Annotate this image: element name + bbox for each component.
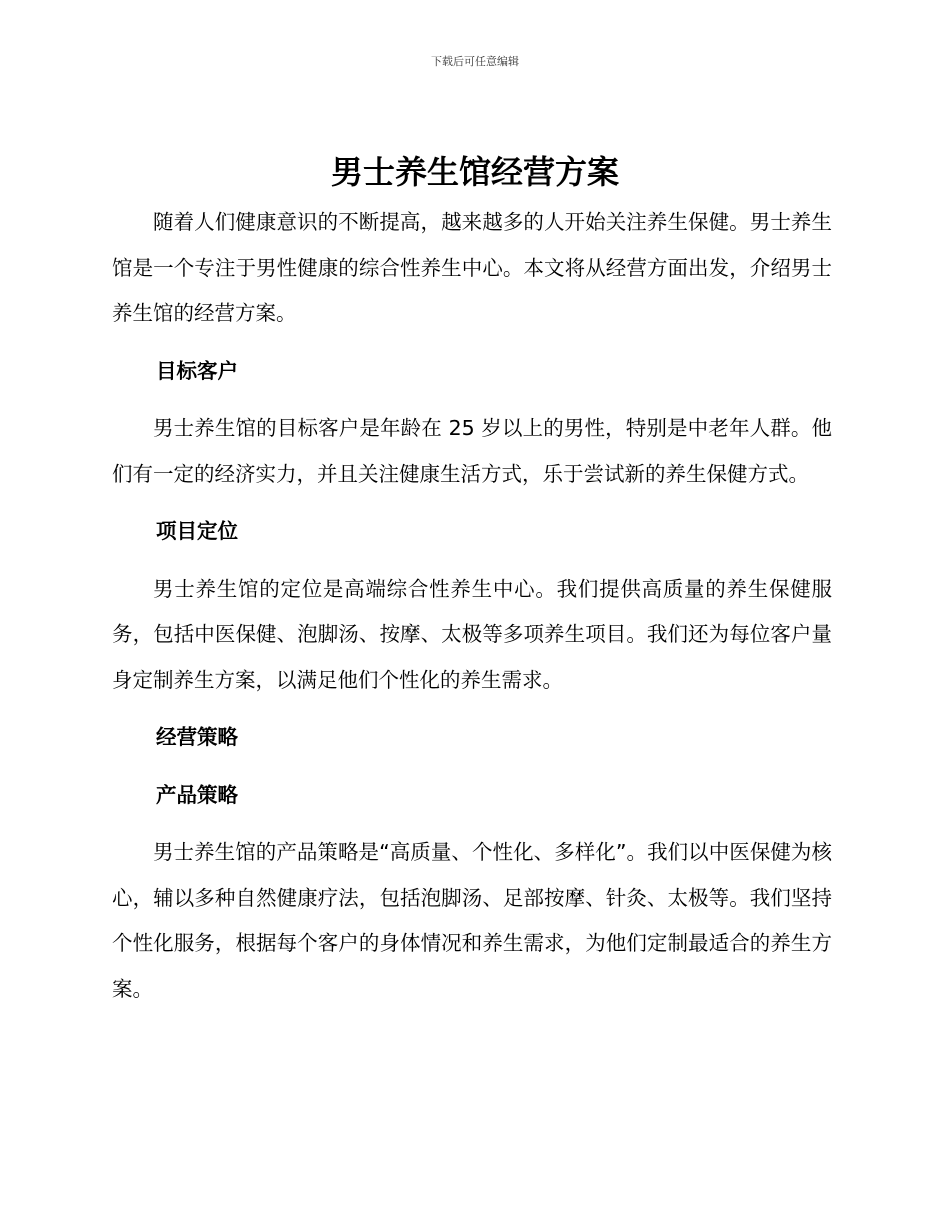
section-heading-product-strategy: 产品策略: [156, 782, 238, 807]
spacer: [112, 761, 832, 773]
spacer: [112, 818, 832, 830]
spacer: [112, 703, 832, 715]
document-body: [112, 200, 832, 1012]
spacer: [112, 555, 832, 567]
section-paragraph-product-strategy: 男士养生馆的产品策略是“高质量、个性化、多样化”。我们以中医保健为核心，辅以多种自然健康疗法，包括泡脚汤、足部按摩、针灸、太极等。我们坚持个性化服务，根据每个客户的身体情况和养生需求，为他们定制最适合的养生方案。: [112, 840, 832, 1001]
section-paragraph-positioning: 男士养生馆的定位是高端综合性养生中心。我们提供高质量的养生保健服务，包括中医保健、泡脚汤、按摩、太极等多项养生项目。我们还为每位客户量身定制养生方案，以满足他们个性化的养生需求。: [112, 576, 832, 692]
document-title: 男士养生馆经营方案: [330, 153, 619, 191]
section-heading-positioning: 项目定位: [156, 519, 238, 543]
intro-paragraph: 随着人们健康意识的不断提高，越来越多的人开始关注养生保健。男士养生馆是一个专注于男性健康的综合性养生中心。本文将从经营方面出发，介绍男士养生馆的经营方案。: [112, 210, 832, 325]
section-heading-business-strategy: 经营策略: [156, 725, 238, 749]
header-note: 下载后可任意编辑: [431, 55, 519, 68]
spacer: [112, 497, 832, 509]
spacer: [112, 394, 832, 406]
spacer: [112, 337, 832, 349]
section-heading-target-customers: 目标客户: [156, 358, 238, 383]
section-paragraph-target-customers: 男士养生馆的目标客户是年龄在 25 岁以上的男性，特别是中老年人群。他们有一定的经济实力，并且关注健康生活方式，乐于尝试新的养生保健方式。: [112, 416, 832, 486]
